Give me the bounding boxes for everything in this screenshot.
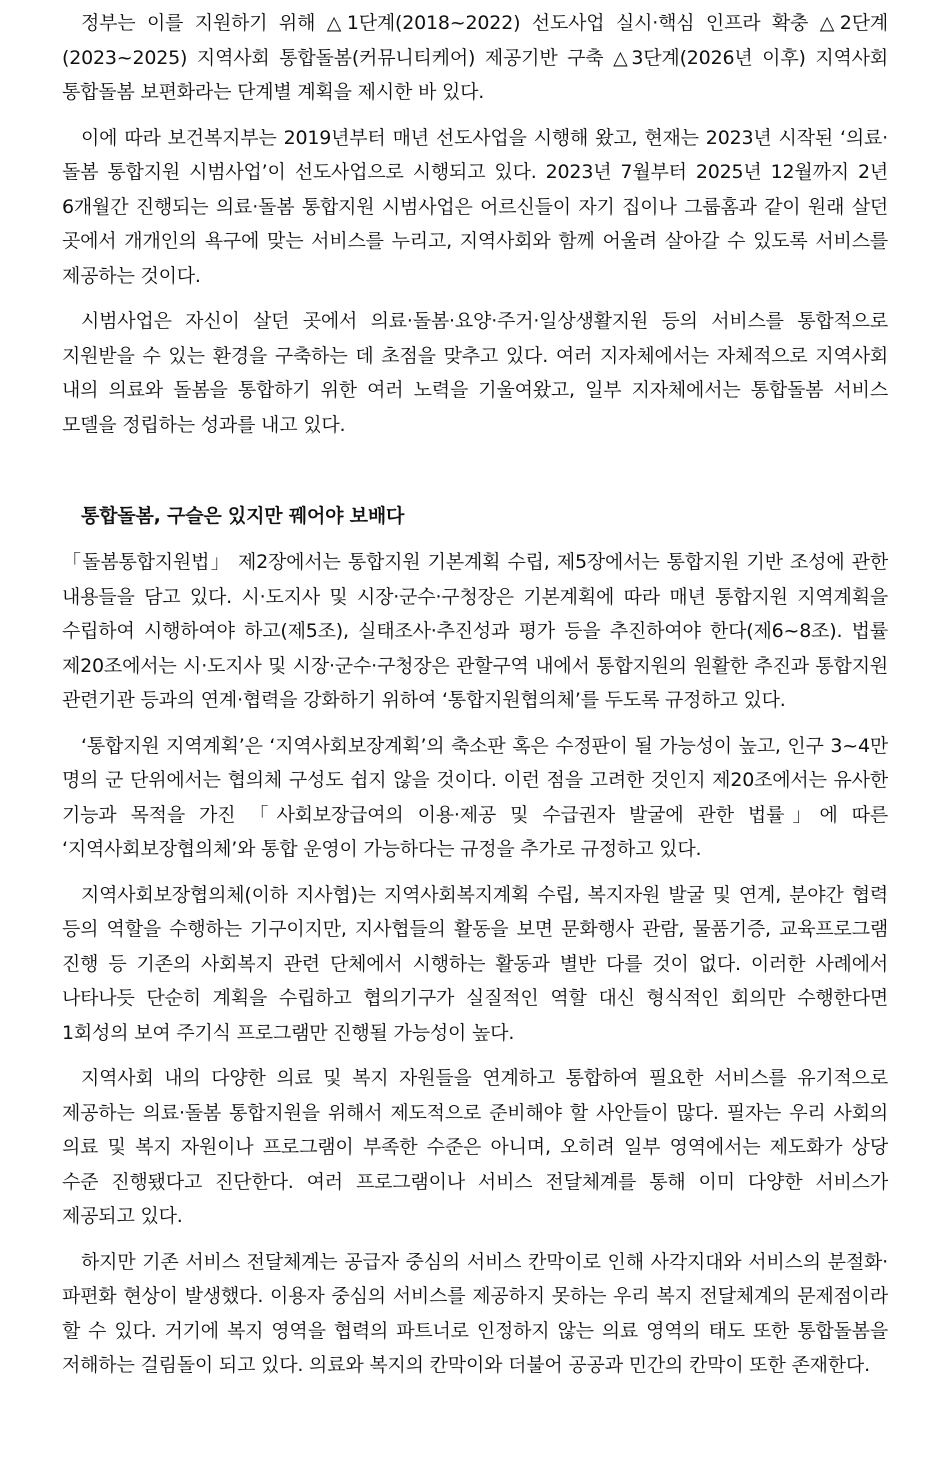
paragraph-council-activities: 지역사회보장협의체(이하 지사협)는 지역사회복지계획 수립, 복지자원 발굴 및 연계, 분야간 협력 등의 역할을 수행하는 기구이지만, 지사협들의 활동을 보면 문화행사 관람, 물품기증, 교육프로그램 진행 등 기존의 사회복지 관련 단체에서 시행하는 활동과 별반 다를 것이 없다. 이러한 사례에서 나타나듯 단순히 계획을 수립하고 협의기구가 실질적인 역할 대신 형식적인 회의만 수행한다면 1회성의 보여 주기식 프로그램만 진행될 가능성이 높다. <box>62 883 888 1044</box>
paragraph-stage-plan: 정부는 이를 지원하기 위해 △1단계(2018~2022) 선도사업 실시·핵심 인프라 확충 △2단계(2023~2025) 지역사회 통합돌봄(커뮤니티케어) 제공기반 구축 △3단계(2026년 이후) 지역사회 통합돌봄 보편화라는 단계별 계획을 제시한 바 있다. <box>62 12 888 103</box>
paragraph-delivery-barriers: 하지만 기존 서비스 전달체계는 공급자 중심의 서비스 칸막이로 인해 사각지대와 서비스의 분절화·파편화 현상이 발생했다. 이용자 중심의 서비스를 제공하지 못하는 우리 복지 전달체계의 문제점이라 할 수 있다. 거기에 복지 영역을 협력의 파트너로 인정하지 않는 의료 영역의 태도 또한 통합돌봄을 저해하는 걸림돌이 되고 있다. 의료와 복지의 칸막이와 더불어 공공과 민간의 칸막이 또한 존재한다. <box>62 1250 888 1376</box>
section-spacer <box>62 453 888 499</box>
paragraph-pilot-project: 이에 따라 보건복지부는 2019년부터 매년 선도사업을 시행해 왔고, 현재는 2023년 시작된 ‘의료·돌봄 통합지원 시범사업’이 선도사업으로 시행되고 있다. 2023년 7월부터 2025년 12월까지 2년 6개월간 진행되는 의료·돌봄 통합지원 시범사업은 어르신들이 자기 집이나 그룹홈과 같이 원래 살던 곳에서 개개인의 욕구에 맞는 서비스를 누리고, 지역사회와 함께 어울려 살아갈 수 있도록 서비스를 제공하는 것이다. <box>62 126 888 287</box>
paragraph-regional-plan: ‘통합지원 지역계획’은 ‘지역사회보장계획’의 축소판 혹은 수정판이 될 가능성이 높고, 인구 3~4만 명의 군 단위에서는 협의체 구성도 쉽지 않을 것이다. 이런 점을 고려한 것인지 제20조에서는 유사한 기능과 목적을 가진 「사회보장급여의 이용·제공 및 수급권자 발굴에 관한 법률」에 따른 ‘지역사회보장협의체’와 통합 운영이 가능하다는 규정을 추가로 규정하고 있다. <box>62 734 888 860</box>
paragraph-resource-integration: 지역사회 내의 다양한 의료 및 복지 자원들을 연계하고 통합하여 필요한 서비스를 유기적으로 제공하는 의료·돌봄 통합지원을 위해서 제도적으로 준비해야 할 사안들이 많다. 필자는 우리 사회의 의료 및 복지 자원이나 프로그램이 부족한 수준은 아니며, 오히려 일부 영역에서는 제도화가 상당 수준 진행됐다고 진단한다. 여러 프로그램이나 서비스 전달체계를 통해 이미 다양한 서비스가 제공되고 있다. <box>62 1067 888 1227</box>
paragraph-pilot-focus: 시범사업은 자신이 살던 곳에서 의료·돌봄·요양·주거·일상생활지원 등의 서비스를 통합적으로 지원받을 수 있는 환경을 구축하는 데 초점을 맞추고 있다. 여러 지자체에서는 자체적으로 지역사회 내의 의료와 돌봄을 통합하기 위한 여러 노력을 기울여왔고, 일부 지자체에서는 통합돌봄 서비스 모델을 정립하는 성과를 내고 있다. <box>62 310 888 436</box>
paragraph-care-act: 「돌봄통합지원법」 제2장에서는 통합지원 기본계획 수립, 제5장에서는 통합지원 기반 조성에 관한 내용들을 담고 있다. 시·도지사 및 시장·군수·구청장은 기본계획에 따라 매년 통합지원 지역계획을 수립하여 시행하여야 하고(제5조), 실태조사·추진성과 평가 등을 추진하여야 한다(제6~8조). 법률 제20조에서는 시·도지사 및 시장·군수·구청장은 관할구역 내에서 통합지원의 원활한 추진과 통합지원 관련기관 등과의 연계·협력을 강화하기 위하여 ‘통합지원협의체’를 두도록 규정하고 있다. <box>62 551 888 711</box>
section-heading: 통합돌봄, 구슬은 있지만 꿰어야 보배다 <box>81 505 405 527</box>
article-body <box>62 6 888 1394</box>
